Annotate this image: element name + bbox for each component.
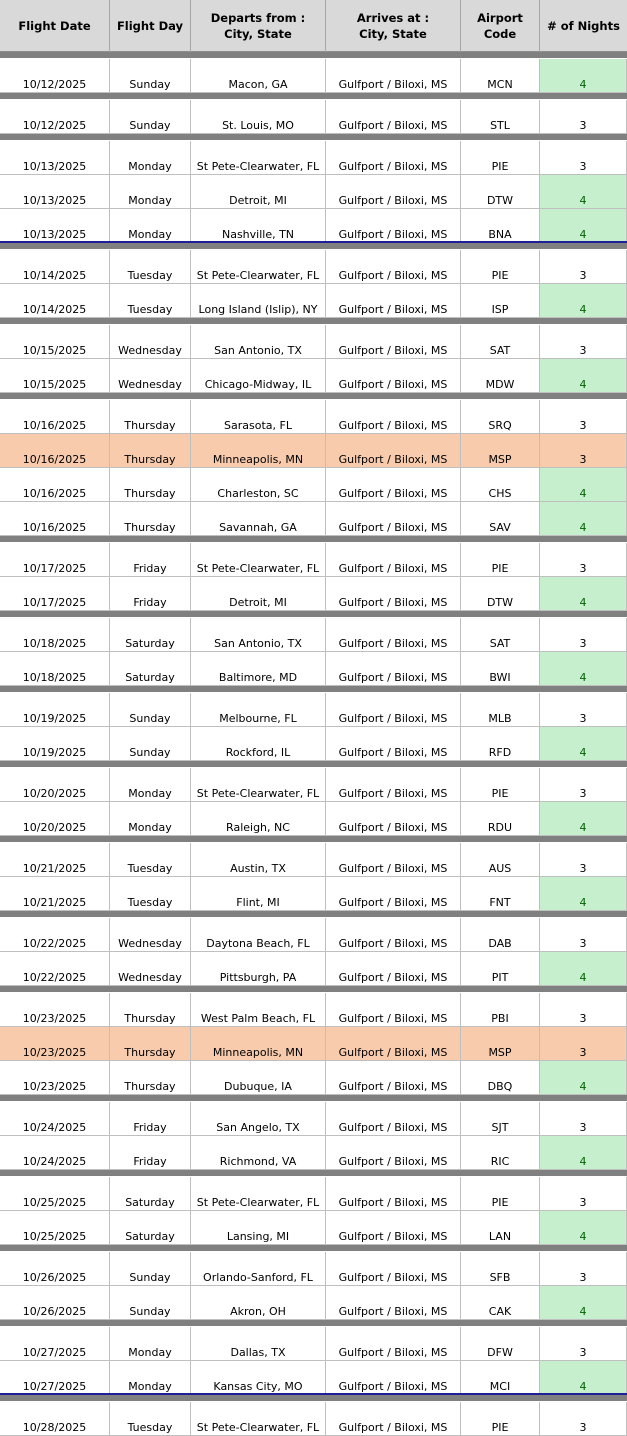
cell-flight-date: 10/28/2025 xyxy=(0,1402,110,1435)
cell-flight-day: Tuesday xyxy=(110,284,191,317)
cell-arrives-at: Gulfport / Biloxi, MS xyxy=(326,434,461,467)
cell-arrives-at: Gulfport / Biloxi, MS xyxy=(326,100,461,133)
cell-flight-day: Thursday xyxy=(110,434,191,467)
cell-flight-date: 10/14/2025 xyxy=(0,284,110,317)
group-separator xyxy=(0,52,627,58)
cell-arrives-at: Gulfport / Biloxi, MS xyxy=(326,802,461,835)
cell-arrives-at: Gulfport / Biloxi, MS xyxy=(326,618,461,651)
cell-arrives-at: Gulfport / Biloxi, MS xyxy=(326,325,461,358)
cell-nights: 4 xyxy=(540,359,627,392)
cell-airport-code: SAV xyxy=(461,502,540,535)
cell-arrives-at: Gulfport / Biloxi, MS xyxy=(326,141,461,174)
cell-flight-day: Wednesday xyxy=(110,952,191,985)
cell-arrives-at: Gulfport / Biloxi, MS xyxy=(326,1136,461,1169)
cell-airport-code: DTW xyxy=(461,577,540,610)
cell-flight-date: 10/15/2025 xyxy=(0,359,110,392)
cell-flight-day: Saturday xyxy=(110,1211,191,1244)
group-separator xyxy=(0,686,627,692)
cell-flight-date: 10/17/2025 xyxy=(0,577,110,610)
cell-flight-day: Monday xyxy=(110,209,191,242)
cell-flight-day: Monday xyxy=(110,802,191,835)
table-row xyxy=(0,877,627,911)
table-row xyxy=(0,175,627,209)
cell-nights: 3 xyxy=(540,1402,627,1435)
table-row xyxy=(0,1327,627,1361)
cell-nights: 3 xyxy=(540,100,627,133)
cell-nights: 4 xyxy=(540,727,627,760)
cell-flight-day: Sunday xyxy=(110,693,191,726)
cell-departs-from: St Pete-Clearwater, FL xyxy=(191,1402,326,1435)
cell-flight-day: Tuesday xyxy=(110,250,191,283)
cell-airport-code: PIE xyxy=(461,141,540,174)
cell-airport-code: STL xyxy=(461,100,540,133)
cell-nights: 4 xyxy=(540,652,627,685)
cell-flight-date: 10/21/2025 xyxy=(0,877,110,910)
cell-airport-code: SRQ xyxy=(461,400,540,433)
table-row xyxy=(0,325,627,359)
cell-flight-date: 10/13/2025 xyxy=(0,209,110,242)
cell-airport-code: BWI xyxy=(461,652,540,685)
table-row xyxy=(0,141,627,175)
group-separator xyxy=(0,1170,627,1176)
cell-nights: 4 xyxy=(540,877,627,910)
cell-airport-code: CHS xyxy=(461,468,540,501)
cell-airport-code: PIE xyxy=(461,250,540,283)
cell-airport-code: MCI xyxy=(461,1361,540,1394)
cell-flight-day: Monday xyxy=(110,768,191,801)
cell-flight-day: Saturday xyxy=(110,652,191,685)
cell-nights: 3 xyxy=(540,618,627,651)
cell-arrives-at: Gulfport / Biloxi, MS xyxy=(326,1252,461,1285)
cell-departs-from: San Angelo, TX xyxy=(191,1102,326,1135)
cell-arrives-at: Gulfport / Biloxi, MS xyxy=(326,543,461,576)
table-row xyxy=(0,1361,627,1395)
table-row xyxy=(0,802,627,836)
group-separator xyxy=(0,134,627,140)
cell-arrives-at: Gulfport / Biloxi, MS xyxy=(326,502,461,535)
header-arrives-at: Arrives at : City, State xyxy=(326,0,461,52)
cell-flight-date: 10/18/2025 xyxy=(0,618,110,651)
cell-arrives-at: Gulfport / Biloxi, MS xyxy=(326,577,461,610)
cell-flight-day: Saturday xyxy=(110,618,191,651)
cell-nights: 3 xyxy=(540,543,627,576)
cell-airport-code: RFD xyxy=(461,727,540,760)
group-separator xyxy=(0,1320,627,1326)
table-row xyxy=(0,1286,627,1320)
cell-departs-from: St. Louis, MO xyxy=(191,100,326,133)
cell-flight-date: 10/19/2025 xyxy=(0,693,110,726)
cell-arrives-at: Gulfport / Biloxi, MS xyxy=(326,400,461,433)
cell-nights: 3 xyxy=(540,400,627,433)
cell-airport-code: SFB xyxy=(461,1252,540,1285)
cell-arrives-at: Gulfport / Biloxi, MS xyxy=(326,727,461,760)
cell-nights: 4 xyxy=(540,59,627,92)
cell-nights: 3 xyxy=(540,250,627,283)
cell-arrives-at: Gulfport / Biloxi, MS xyxy=(326,1327,461,1360)
cell-airport-code: MSP xyxy=(461,1027,540,1060)
cell-airport-code: DAB xyxy=(461,918,540,951)
cell-nights: 4 xyxy=(540,577,627,610)
cell-departs-from: St Pete-Clearwater, FL xyxy=(191,543,326,576)
header-departs-from: Departs from : City, State xyxy=(191,0,326,52)
table-row xyxy=(0,1177,627,1211)
cell-airport-code: ISP xyxy=(461,284,540,317)
cell-arrives-at: Gulfport / Biloxi, MS xyxy=(326,209,461,242)
cell-nights: 4 xyxy=(540,1061,627,1094)
cell-departs-from: Detroit, MI xyxy=(191,577,326,610)
table-row xyxy=(0,1136,627,1170)
table-row xyxy=(0,1211,627,1245)
cell-airport-code: FNT xyxy=(461,877,540,910)
cell-flight-day: Thursday xyxy=(110,993,191,1026)
cell-nights: 3 xyxy=(540,1177,627,1210)
cell-flight-date: 10/12/2025 xyxy=(0,100,110,133)
cell-departs-from: Baltimore, MD xyxy=(191,652,326,685)
cell-arrives-at: Gulfport / Biloxi, MS xyxy=(326,250,461,283)
cell-nights: 3 xyxy=(540,693,627,726)
cell-departs-from: Dallas, TX xyxy=(191,1327,326,1360)
cell-flight-day: Monday xyxy=(110,1361,191,1394)
cell-nights: 4 xyxy=(540,468,627,501)
cell-departs-from: Kansas City, MO xyxy=(191,1361,326,1394)
cell-flight-date: 10/23/2025 xyxy=(0,993,110,1026)
cell-flight-date: 10/23/2025 xyxy=(0,1027,110,1060)
cell-flight-date: 10/16/2025 xyxy=(0,434,110,467)
cell-departs-from: Dubuque, IA xyxy=(191,1061,326,1094)
cell-arrives-at: Gulfport / Biloxi, MS xyxy=(326,468,461,501)
cell-arrives-at: Gulfport / Biloxi, MS xyxy=(326,843,461,876)
table-row xyxy=(0,952,627,986)
group-separator xyxy=(0,1395,627,1401)
cell-nights: 3 xyxy=(540,843,627,876)
cell-flight-day: Wednesday xyxy=(110,918,191,951)
cell-airport-code: PIE xyxy=(461,768,540,801)
cell-nights: 3 xyxy=(540,1252,627,1285)
group-separator xyxy=(0,536,627,542)
cell-flight-day: Thursday xyxy=(110,1061,191,1094)
cell-airport-code: CAK xyxy=(461,1286,540,1319)
cell-flight-date: 10/18/2025 xyxy=(0,652,110,685)
cell-departs-from: Richmond, VA xyxy=(191,1136,326,1169)
cell-nights: 3 xyxy=(540,993,627,1026)
cell-departs-from: St Pete-Clearwater, FL xyxy=(191,250,326,283)
cell-airport-code: PIE xyxy=(461,543,540,576)
cell-nights: 3 xyxy=(540,141,627,174)
cell-airport-code: DTW xyxy=(461,175,540,208)
cell-departs-from: San Antonio, TX xyxy=(191,618,326,651)
cell-arrives-at: Gulfport / Biloxi, MS xyxy=(326,693,461,726)
cell-flight-day: Tuesday xyxy=(110,843,191,876)
cell-departs-from: Long Island (Islip), NY xyxy=(191,284,326,317)
cell-flight-date: 10/20/2025 xyxy=(0,802,110,835)
cell-nights: 3 xyxy=(540,325,627,358)
cell-airport-code: SAT xyxy=(461,618,540,651)
cell-nights: 4 xyxy=(540,1211,627,1244)
cell-flight-date: 10/25/2025 xyxy=(0,1177,110,1210)
table-row xyxy=(0,359,627,393)
cell-departs-from: Flint, MI xyxy=(191,877,326,910)
table-row xyxy=(0,1027,627,1061)
cell-airport-code: MSP xyxy=(461,434,540,467)
cell-airport-code: PIE xyxy=(461,1402,540,1435)
cell-flight-date: 10/25/2025 xyxy=(0,1211,110,1244)
cell-flight-date: 10/17/2025 xyxy=(0,543,110,576)
table-row xyxy=(0,209,627,243)
cell-airport-code: PIT xyxy=(461,952,540,985)
table-row xyxy=(0,400,627,434)
table-row xyxy=(0,100,627,134)
cell-departs-from: Minneapolis, MN xyxy=(191,434,326,467)
cell-departs-from: Akron, OH xyxy=(191,1286,326,1319)
table-row xyxy=(0,250,627,284)
cell-airport-code: MDW xyxy=(461,359,540,392)
cell-arrives-at: Gulfport / Biloxi, MS xyxy=(326,359,461,392)
cell-arrives-at: Gulfport / Biloxi, MS xyxy=(326,1211,461,1244)
cell-flight-date: 10/24/2025 xyxy=(0,1136,110,1169)
table-row xyxy=(0,618,627,652)
cell-departs-from: Minneapolis, MN xyxy=(191,1027,326,1060)
table-row xyxy=(0,918,627,952)
group-separator xyxy=(0,93,627,99)
cell-flight-date: 10/12/2025 xyxy=(0,59,110,92)
cell-nights: 3 xyxy=(540,1102,627,1135)
cell-flight-day: Thursday xyxy=(110,1027,191,1060)
cell-departs-from: Macon, GA xyxy=(191,59,326,92)
cell-arrives-at: Gulfport / Biloxi, MS xyxy=(326,1361,461,1394)
cell-nights: 3 xyxy=(540,1027,627,1060)
cell-arrives-at: Gulfport / Biloxi, MS xyxy=(326,1402,461,1435)
table-row xyxy=(0,1102,627,1136)
cell-departs-from: Savannah, GA xyxy=(191,502,326,535)
cell-nights: 4 xyxy=(540,1361,627,1394)
group-separator xyxy=(0,761,627,767)
table-row xyxy=(0,434,627,468)
table-row xyxy=(0,543,627,577)
cell-flight-date: 10/19/2025 xyxy=(0,727,110,760)
table-row xyxy=(0,727,627,761)
cell-flight-date: 10/23/2025 xyxy=(0,1061,110,1094)
cell-flight-date: 10/22/2025 xyxy=(0,952,110,985)
cell-flight-date: 10/27/2025 xyxy=(0,1361,110,1394)
cell-flight-day: Monday xyxy=(110,1327,191,1360)
cell-nights: 4 xyxy=(540,802,627,835)
group-separator xyxy=(0,911,627,917)
cell-arrives-at: Gulfport / Biloxi, MS xyxy=(326,952,461,985)
cell-departs-from: St Pete-Clearwater, FL xyxy=(191,768,326,801)
cell-arrives-at: Gulfport / Biloxi, MS xyxy=(326,175,461,208)
cell-airport-code: MCN xyxy=(461,59,540,92)
group-separator xyxy=(0,986,627,992)
group-separator xyxy=(0,393,627,399)
cell-airport-code: RDU xyxy=(461,802,540,835)
cell-departs-from: West Palm Beach, FL xyxy=(191,993,326,1026)
cell-nights: 4 xyxy=(540,209,627,242)
cell-nights: 3 xyxy=(540,1327,627,1360)
cell-flight-day: Monday xyxy=(110,141,191,174)
cell-nights: 4 xyxy=(540,1286,627,1319)
cell-flight-date: 10/16/2025 xyxy=(0,400,110,433)
table-row xyxy=(0,502,627,536)
cell-nights: 4 xyxy=(540,502,627,535)
cell-departs-from: Daytona Beach, FL xyxy=(191,918,326,951)
table-row xyxy=(0,1402,627,1436)
cell-airport-code: SJT xyxy=(461,1102,540,1135)
cell-airport-code: MLB xyxy=(461,693,540,726)
cell-arrives-at: Gulfport / Biloxi, MS xyxy=(326,993,461,1026)
cell-arrives-at: Gulfport / Biloxi, MS xyxy=(326,1027,461,1060)
cell-arrives-at: Gulfport / Biloxi, MS xyxy=(326,1061,461,1094)
cell-arrives-at: Gulfport / Biloxi, MS xyxy=(326,918,461,951)
cell-flight-date: 10/20/2025 xyxy=(0,768,110,801)
cell-arrives-at: Gulfport / Biloxi, MS xyxy=(326,1286,461,1319)
group-separator xyxy=(0,1095,627,1101)
header-flight-date: Flight Date xyxy=(0,0,110,52)
cell-nights: 3 xyxy=(540,434,627,467)
cell-arrives-at: Gulfport / Biloxi, MS xyxy=(326,768,461,801)
cell-flight-day: Thursday xyxy=(110,400,191,433)
cell-flight-date: 10/13/2025 xyxy=(0,141,110,174)
cell-nights: 4 xyxy=(540,175,627,208)
cell-departs-from: Nashville, TN xyxy=(191,209,326,242)
cell-flight-date: 10/27/2025 xyxy=(0,1327,110,1360)
cell-airport-code: PIE xyxy=(461,1177,540,1210)
cell-airport-code: DFW xyxy=(461,1327,540,1360)
cell-airport-code: DBQ xyxy=(461,1061,540,1094)
cell-flight-day: Thursday xyxy=(110,502,191,535)
cell-flight-day: Friday xyxy=(110,1102,191,1135)
cell-flight-day: Wednesday xyxy=(110,325,191,358)
cell-flight-date: 10/24/2025 xyxy=(0,1102,110,1135)
cell-flight-date: 10/21/2025 xyxy=(0,843,110,876)
table-row xyxy=(0,1252,627,1286)
table-row xyxy=(0,993,627,1027)
table-row xyxy=(0,652,627,686)
group-separator xyxy=(0,611,627,617)
table-row xyxy=(0,843,627,877)
cell-departs-from: Austin, TX xyxy=(191,843,326,876)
cell-nights: 3 xyxy=(540,918,627,951)
cell-flight-day: Friday xyxy=(110,577,191,610)
cell-departs-from: St Pete-Clearwater, FL xyxy=(191,1177,326,1210)
cell-arrives-at: Gulfport / Biloxi, MS xyxy=(326,59,461,92)
cell-nights: 4 xyxy=(540,952,627,985)
cell-flight-date: 10/16/2025 xyxy=(0,468,110,501)
cell-flight-day: Wednesday xyxy=(110,359,191,392)
cell-flight-day: Tuesday xyxy=(110,1402,191,1435)
cell-airport-code: AUS xyxy=(461,843,540,876)
cell-airport-code: SAT xyxy=(461,325,540,358)
cell-airport-code: RIC xyxy=(461,1136,540,1169)
cell-departs-from: Lansing, MI xyxy=(191,1211,326,1244)
group-separator xyxy=(0,318,627,324)
cell-departs-from: San Antonio, TX xyxy=(191,325,326,358)
cell-departs-from: Detroit, MI xyxy=(191,175,326,208)
cell-departs-from: Chicago-Midway, IL xyxy=(191,359,326,392)
group-separator xyxy=(0,836,627,842)
cell-flight-day: Tuesday xyxy=(110,877,191,910)
cell-departs-from: Raleigh, NC xyxy=(191,802,326,835)
cell-airport-code: PBI xyxy=(461,993,540,1026)
cell-flight-day: Sunday xyxy=(110,100,191,133)
cell-flight-date: 10/26/2025 xyxy=(0,1286,110,1319)
cell-nights: 4 xyxy=(540,1136,627,1169)
cell-departs-from: Sarasota, FL xyxy=(191,400,326,433)
table-row xyxy=(0,768,627,802)
table-row xyxy=(0,577,627,611)
header-airport-code: Airport Code xyxy=(461,0,540,52)
cell-flight-date: 10/22/2025 xyxy=(0,918,110,951)
cell-departs-from: Rockford, IL xyxy=(191,727,326,760)
cell-nights: 3 xyxy=(540,768,627,801)
cell-flight-day: Friday xyxy=(110,1136,191,1169)
table-row xyxy=(0,284,627,318)
cell-flight-day: Thursday xyxy=(110,468,191,501)
cell-flight-day: Sunday xyxy=(110,59,191,92)
cell-flight-date: 10/14/2025 xyxy=(0,250,110,283)
cell-flight-date: 10/13/2025 xyxy=(0,175,110,208)
cell-flight-day: Sunday xyxy=(110,1252,191,1285)
cell-arrives-at: Gulfport / Biloxi, MS xyxy=(326,877,461,910)
header-flight-day: Flight Day xyxy=(110,0,191,52)
cell-arrives-at: Gulfport / Biloxi, MS xyxy=(326,1102,461,1135)
table-row xyxy=(0,1061,627,1095)
cell-airport-code: BNA xyxy=(461,209,540,242)
header-nights: # of Nights xyxy=(547,19,620,33)
cell-flight-day: Saturday xyxy=(110,1177,191,1210)
table-row xyxy=(0,59,627,93)
cell-arrives-at: Gulfport / Biloxi, MS xyxy=(326,1177,461,1210)
cell-flight-date: 10/16/2025 xyxy=(0,502,110,535)
cell-arrives-at: Gulfport / Biloxi, MS xyxy=(326,652,461,685)
cell-departs-from: Orlando-Sanford, FL xyxy=(191,1252,326,1285)
cell-flight-day: Monday xyxy=(110,175,191,208)
cell-flight-day: Sunday xyxy=(110,1286,191,1319)
cell-flight-day: Friday xyxy=(110,543,191,576)
table-row xyxy=(0,693,627,727)
cell-departs-from: St Pete-Clearwater, FL xyxy=(191,141,326,174)
cell-nights: 4 xyxy=(540,284,627,317)
cell-flight-date: 10/15/2025 xyxy=(0,325,110,358)
cell-departs-from: Pittsburgh, PA xyxy=(191,952,326,985)
cell-departs-from: Melbourne, FL xyxy=(191,693,326,726)
table-row xyxy=(0,468,627,502)
cell-flight-day: Sunday xyxy=(110,727,191,760)
cell-airport-code: LAN xyxy=(461,1211,540,1244)
group-separator xyxy=(0,1245,627,1251)
cell-departs-from: Charleston, SC xyxy=(191,468,326,501)
cell-arrives-at: Gulfport / Biloxi, MS xyxy=(326,284,461,317)
group-separator xyxy=(0,243,627,249)
header-row xyxy=(0,0,627,52)
cell-flight-date: 10/26/2025 xyxy=(0,1252,110,1285)
